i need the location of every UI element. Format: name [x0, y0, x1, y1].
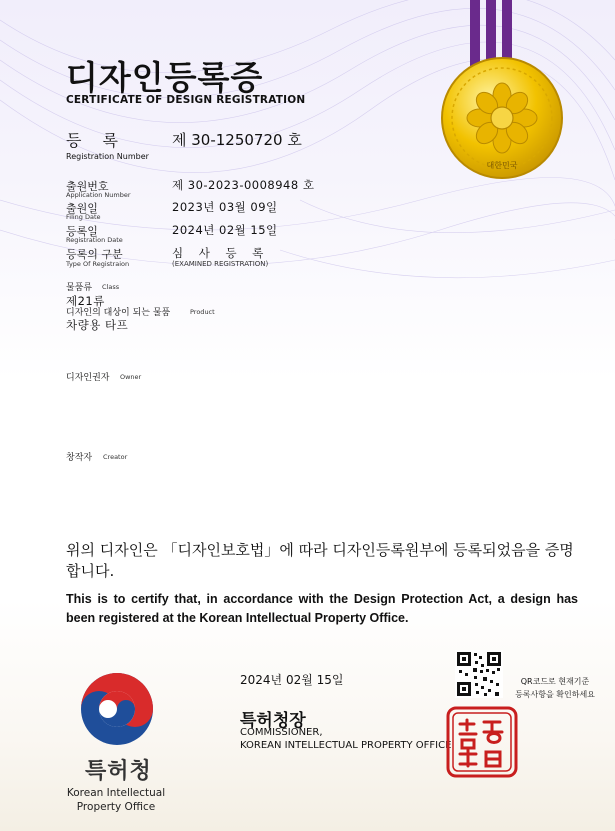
registration-date-label-en: Registration Date	[66, 236, 123, 244]
filing-label: 출원일	[66, 202, 98, 215]
title-korean: 디자인등록증	[66, 58, 264, 97]
application-label: 출원번호	[66, 180, 109, 193]
application-number: 제 30-2023-0008948 호	[172, 178, 315, 192]
type-value: 심 사 등 록	[172, 246, 270, 260]
creator-label: 창작자	[66, 453, 93, 463]
product-label: 디자인의 대상이 되는 물품	[66, 308, 171, 318]
kipo-name-korean: 특허청	[85, 759, 152, 784]
registration-label: 등 록	[66, 131, 126, 150]
creator-label-en: Creator	[103, 453, 128, 461]
application-label-en: Application Number	[66, 191, 131, 199]
type-label-en: Type Of Registraion	[66, 260, 130, 268]
registration-label-en: Registration Number	[66, 152, 149, 161]
qr-note	[505, 675, 605, 701]
owner-label-en: Owner	[120, 373, 142, 381]
commissioner-title: COMMISSIONER,	[240, 727, 323, 738]
registration-date-label: 등록일	[66, 225, 98, 238]
registration-number: 제 30-1250720 호	[172, 131, 302, 149]
title-english: CERTIFICATE OF DESIGN REGISTRATION	[66, 94, 306, 106]
taegeuk-logo-icon	[78, 670, 156, 748]
type-value-en: (EXAMINED REGISTRATION)	[172, 260, 269, 268]
seal-text: 대한민국	[486, 161, 518, 170]
qr-note-line-1: QR코드로 현재기준	[520, 677, 590, 686]
gold-seal-emblem	[440, 56, 564, 180]
registration-date: 2024년 02월 15일	[172, 223, 278, 237]
filing-date: 2023년 03월 09일	[172, 200, 278, 214]
filing-label-en: Filing Date	[66, 213, 101, 221]
commissioner-korean: 특허청장	[240, 711, 306, 731]
product-value: 차량용 타프	[66, 318, 129, 332]
issue-date: 2024년 02월 15일	[240, 673, 344, 687]
class-label: 물품류	[66, 283, 93, 293]
declaration-english: This is to certify that, in accordance with the Design Protection Act, a design has been registered at the Korean Intellectual Property Office.	[66, 592, 578, 625]
owner-label: 디자인권자	[66, 373, 110, 383]
kipo-name-english: Korean Intellectual Property Office	[66, 787, 166, 813]
type-label: 등록의 구분	[66, 248, 123, 261]
qr-code-icon[interactable]	[455, 650, 503, 698]
official-stamp	[446, 706, 518, 778]
class-value: 제21류	[66, 294, 105, 308]
commissioner-english	[240, 726, 451, 752]
declaration-korean: 위의 디자인은 「디자인보호법」에 따라 디자인등록원부에 등록되었음을 증명합니다.	[66, 541, 574, 580]
qr-note-line-2: 등록사항을 확인하세요	[515, 690, 595, 699]
class-label-en: Class	[102, 283, 120, 291]
commissioner-office: KOREAN INTELLECTUAL PROPERTY OFFICE	[240, 740, 452, 751]
product-label-en: Product	[190, 308, 215, 316]
